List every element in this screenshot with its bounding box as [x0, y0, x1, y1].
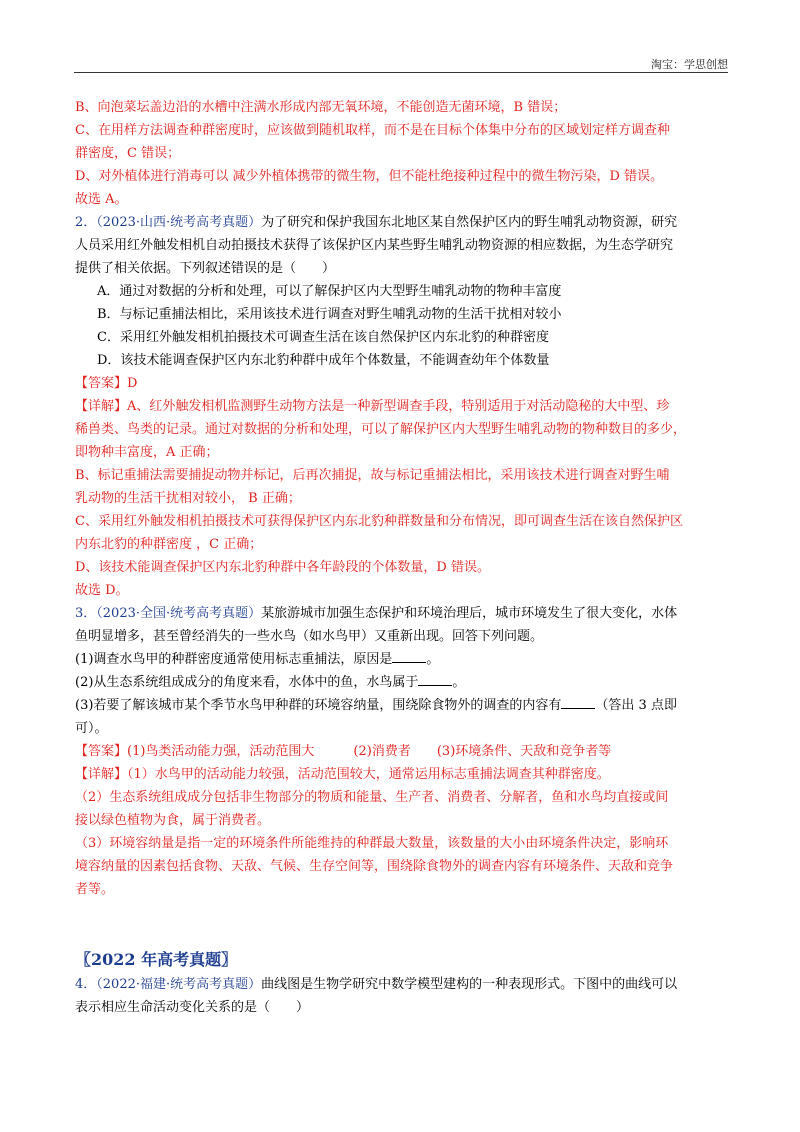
q2-detail-line4: B、标记重捕法需要捕捉动物并标记，后再次捕捉，故与标记重捕法相比，采用该技术进行调查对野生哺: [75, 468, 670, 483]
prev-option-c-analysis: C、在用样方法调查种群密度时，应该做到随机取样，而不是在目标个体集中分布的区域划定样方调查种: [75, 123, 670, 138]
q3-answer-text: (1)鸟类活动能力强，活动范围大 (2)消费者 (3)环境条件、天敌和竞争者等: [127, 744, 612, 759]
q3-detail-line5: 境容纳量的因素包括食物、天敌、气候、生存空间等，围绕除食物外的调查内容有环境条件、天敌和竞争: [75, 859, 674, 874]
q2-detail-text: A、红外触发相机监测野生动物方法是一种新型调查手段，特别适用于对活动隐秘的大中型、珍: [127, 399, 670, 414]
q3-detail-line3: 接以绿色植物为食，属于消费者。: [75, 813, 271, 828]
q2-detail-line5: 乳动物的生活干扰相对较小， B 正确；: [75, 491, 301, 506]
page-header: 淘宝：学思创想: [651, 58, 728, 71]
prev-option-c-analysis-cont: 群密度，C 错误；: [75, 146, 181, 161]
answer-blank-2: [418, 671, 452, 686]
prev-option-b-analysis: B、向泡菜坛盖边沿的水槽中注满水形成内部无氧环境，不能创造无菌环境，B 错误；: [75, 100, 567, 115]
q2-stem-line1: [75, 211, 727, 234]
q4-number: 4．: [75, 977, 97, 992]
q2-detail-line8: D、该技术能调查保护区内东北豹种群中各年龄段的个体数量，D 错误。: [75, 560, 490, 575]
q3-stem-line1: [75, 602, 727, 625]
q2-option-c: C．采用红外触发相机拍摄技术可调查生活在该自然保护区内东北豹的种群密度: [97, 330, 549, 345]
q3-detail-line4: （3）环境容纳量是指一定的环境条件所能维持的种群最大数量，该数量的大小由环境条件决定，影响环: [75, 836, 669, 851]
q2-detail-line1: [75, 395, 727, 418]
q3-subquestion-1: [75, 648, 727, 671]
q3-detail-text: （1）水鸟甲的活动能力较强，活动范围较大，通常运用标志重捕法调查其种群密度。: [127, 767, 610, 782]
q3-detail-line6: 者等。: [75, 882, 115, 897]
q4-source: （2022·福建·统考高考真题）: [96, 977, 262, 992]
q2-detail-line9: 故选 D。: [75, 583, 129, 598]
q4-stem-line2: 表示相应生命活动变化关系的是（ ）: [75, 1000, 310, 1015]
document-body: [75, 96, 727, 1019]
q2-detail-label: 【详解】: [75, 399, 128, 414]
q3-sub1-end: 。: [426, 652, 440, 667]
q2-option-b: B．与标记重捕法相比，采用该技术进行调查对野生哺乳动物的生活干扰相对较小: [97, 307, 562, 322]
q3-sub2-text: (2)从生态系统组成成分的角度来看，水体中的鱼，水鸟属于: [75, 675, 419, 690]
prev-conclusion: 故选 A。: [75, 192, 128, 207]
q3-sub2-end: 。: [452, 675, 466, 690]
q3-sub3-text: (3)若要了解该城市某个季节水鸟甲种群的环境容纳量，围绕除食物外的调查的内容有: [75, 698, 562, 713]
q2-answer: 【答案】D: [75, 376, 138, 391]
q3-sub3-hint: （答出 3 点即: [595, 698, 677, 713]
q3-answer-label: 【答案】: [75, 744, 128, 759]
q2-stem-line2: 人员采用红外触发相机自动拍摄技术获得了该保护区内某些野生哺乳动物资源的相应数据，为生态学研究: [75, 238, 674, 253]
q3-answer: [75, 740, 727, 763]
q3-detail-label: 【详解】: [75, 767, 128, 782]
q2-number: 2．: [75, 215, 97, 230]
q2-option-d: D．该技术能调查保护区内东北豹种群中成年个体数量，不能调查幼年个体数量: [97, 353, 550, 368]
q2-detail-line6: C、采用红外触发相机拍摄技术可获得保护区内东北豹种群数量和分布情况，即可调查生活在该自然保护区: [75, 514, 683, 529]
q3-detail-line2: （2）生态系统组成成分包括非生物部分的物质和能量、生产者、消费者、分解者，鱼和水鸟均直接或间: [75, 790, 669, 805]
answer-blank-3: [561, 694, 595, 709]
prev-option-d-analysis: D、对外植体进行消毒可以 减少外植体携带的微生物，但不能杜绝接种过程中的微生物污染，D 错误。: [75, 169, 664, 184]
q3-source: （2023·全国·统考高考真题）: [96, 606, 262, 621]
q3-subquestion-3: [75, 694, 727, 717]
q3-stem-line2: 鱼明显增多，甚至曾经消失的一些水鸟（如水鸟甲）又重新出现。回答下列问题。: [75, 629, 544, 644]
q2-detail-line3: 即物种丰富度，A 正确；: [75, 445, 219, 460]
answer-blank-1: [392, 648, 426, 663]
q3-sub1-text: (1)调查水鸟甲的种群密度通常使用标志重捕法，原因是: [75, 652, 393, 667]
q3-stem-text: 某旅游城市加强生态保护和环境治理后，城市环境发生了很大变化，水体: [261, 606, 678, 621]
header-rule: [74, 72, 728, 73]
q4-stem-line1: [75, 973, 727, 996]
q2-detail-line2: 稀兽类、鸟类的记录。通过对数据的分析和处理，可以了解保护区内大型野生哺乳动物的物种数目的多少，: [75, 422, 687, 437]
q2-detail-line7: 内东北豹的种群密度 ，C 正确；: [75, 537, 263, 552]
section-heading-2022: 〖2022 年高考真题〗: [75, 950, 238, 969]
q3-subquestion-3-cont: 可）。: [75, 721, 108, 736]
q2-source: （2023·山西·统考高考真题）: [96, 215, 262, 230]
q3-subquestion-2: [75, 671, 727, 694]
q2-stem-text: 为了研究和保护我国东北地区某自然保护区内的野生哺乳动物资源，研究: [261, 215, 678, 230]
q4-stem-text: 曲线图是生物学研究中数学模型建构的一种表现形式。下图中的曲线可以: [261, 977, 678, 992]
q2-stem-line3: 提供了相关依据。下列叙述错误的是（ ）: [75, 261, 336, 276]
q3-number: 3．: [75, 606, 97, 621]
q2-option-a: A．通过对数据的分析和处理，可以了解保护区内大型野生哺乳动物的物种丰富度: [97, 284, 562, 299]
q3-detail-line1: [75, 763, 727, 786]
